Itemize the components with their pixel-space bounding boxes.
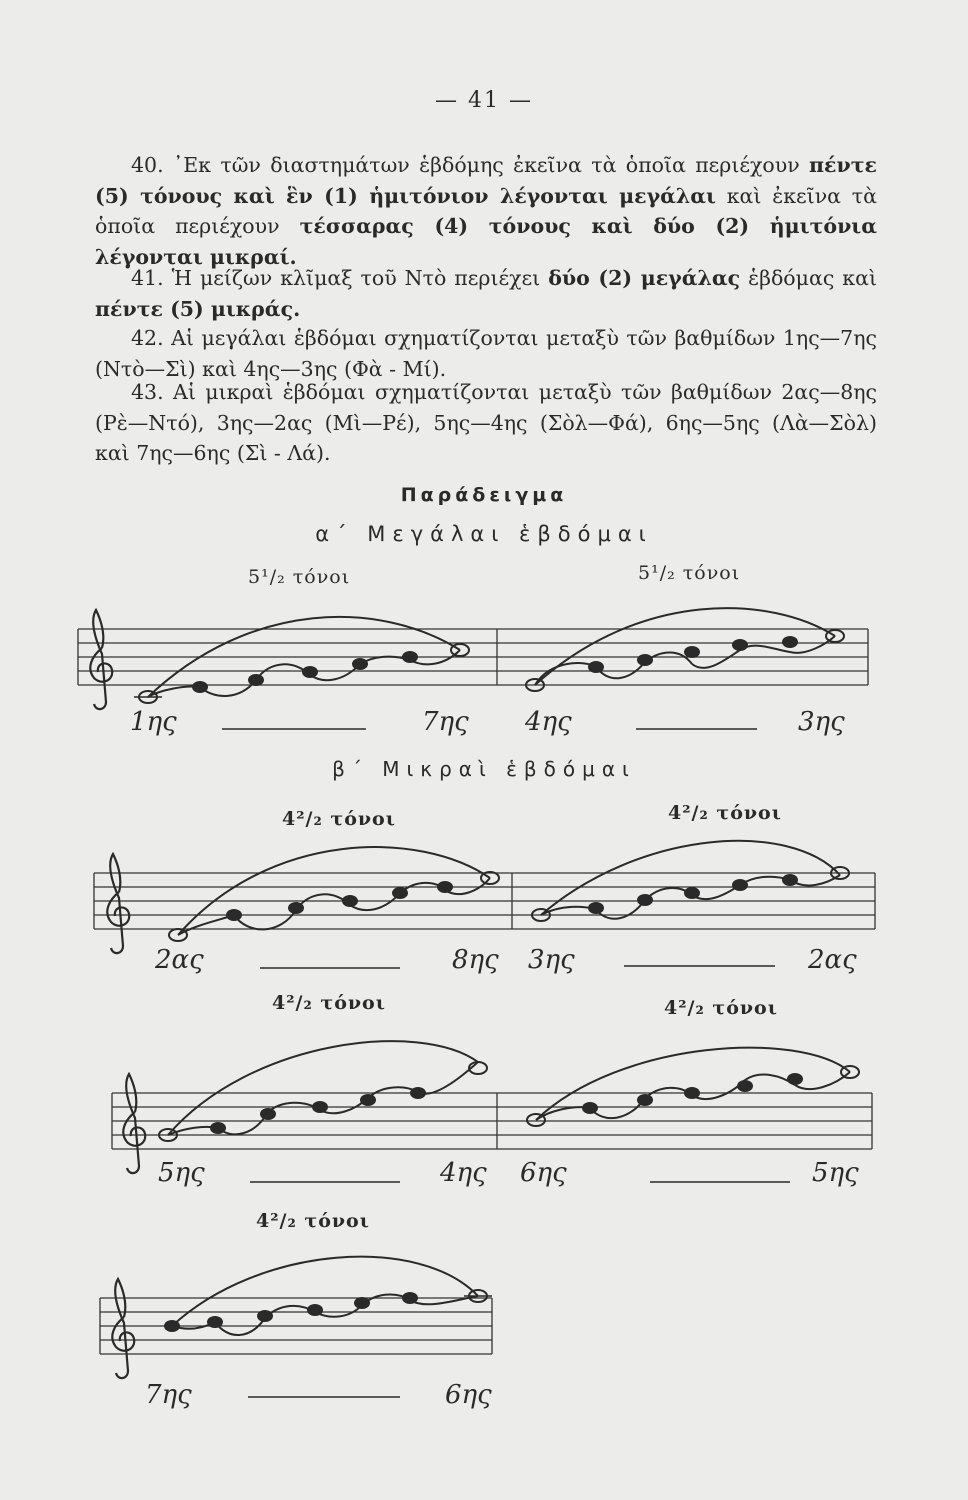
treble-clef-icon — [112, 1279, 134, 1378]
page-number: — 41 — — [435, 88, 533, 113]
p43-text: 43. Αἱ μικραὶ ἑβδόμαι σχηματίζονται μεταξὺ τῶν βαθμίδων 2ας—8ης (Ρὲ—Ντό), 3ης—2ας (Μὶ—Ρέ), 5ης—4ης (Σὸλ—Φά), 6ης—5ης (Λὰ—Σὸλ) καὶ 7ης—6ης (Σὶ - Λά). — [95, 380, 877, 465]
p41-text-a: 41. Ἡ μείζων κλῖμαξ τοῦ Ντὸ περιέχει — [131, 266, 549, 290]
treble-clef-icon — [90, 610, 112, 709]
p40-text-c: καὶ ἐκεῖνα τὰ ὁποῖα περιέχουν — [95, 183, 877, 238]
minor1-tones-right: 4²/₂ τόνοι — [668, 802, 782, 824]
minor-sevenths-heading: β΄ Μικραὶ ἑβδόμαι — [332, 757, 636, 781]
staff-minor-2 — [112, 1041, 872, 1182]
minor1-label-1: 2ας — [155, 945, 204, 975]
minor1-label-3: 3ης — [528, 945, 575, 975]
p41-text-c: ἑβδόμας καὶ — [740, 266, 877, 290]
staff-minor-3 — [100, 1257, 492, 1397]
minor1-label-2: 8ης — [452, 945, 499, 975]
minor2-label-4: 5ης — [812, 1158, 859, 1188]
example-heading: Παράδειγμα — [400, 484, 568, 506]
p40-text-b: πέντε (5) τόνους καὶ ἓν (1) ἡμιτόνιον λέγονται μεγάλαι — [95, 153, 877, 208]
major-tones-left: 5¹/₂ τόνοι — [248, 566, 351, 588]
minor3-label-1: 7ης — [145, 1380, 192, 1410]
p41-text-d: πέντε (5) μικράς. — [95, 296, 301, 321]
minor1-tones-left: 4²/₂ τόνοι — [282, 808, 396, 830]
treble-clef-icon — [107, 854, 129, 953]
minor3-label-2: 6ης — [445, 1380, 492, 1410]
p40-text-d: τέσσαρας (4) τόνους καὶ δύο (2) ἡμιτόνια λέγονται μικραί. — [95, 214, 877, 269]
p42-text: 42. Αἱ μεγάλαι ἑβδόμαι σχηματίζονται μεταξὺ τῶν βαθμίδων 1ης—7ης (Ντὸ—Σὶ) καὶ 4ης—3ης (Φὰ - Μί). — [95, 326, 877, 381]
minor2-label-3: 6ης — [520, 1158, 567, 1188]
p41-text-b: δύο (2) μεγάλας — [548, 266, 741, 290]
p40-text-a: 40. ᾿Εκ τῶν διαστημάτων ἑβδόμης ἐκεῖνα τὰ ὁποῖα περιέχουν — [131, 153, 810, 177]
major-label-3: 4ης — [525, 707, 572, 737]
minor2-tones-right: 4²/₂ τόνοι — [664, 997, 778, 1019]
major-tones-right: 5¹/₂ τόνοι — [638, 562, 741, 584]
major-sevenths-heading: α΄ Μεγάλαι ἑβδόμαι — [315, 522, 653, 546]
minor2-label-2: 4ης — [440, 1158, 487, 1188]
major-label-1: 1ης — [130, 707, 177, 737]
treble-clef-icon — [123, 1074, 145, 1173]
staff-minor-1 — [94, 841, 875, 968]
staff-major — [78, 608, 868, 729]
major-label-4: 3ης — [798, 707, 845, 737]
minor1-label-4: 2ας — [808, 945, 857, 975]
minor2-label-1: 5ης — [158, 1158, 205, 1188]
minor3-tones-left: 4²/₂ τόνοι — [256, 1210, 370, 1232]
minor2-tones-left: 4²/₂ τόνοι — [272, 992, 386, 1014]
major-label-2: 7ης — [422, 707, 469, 737]
